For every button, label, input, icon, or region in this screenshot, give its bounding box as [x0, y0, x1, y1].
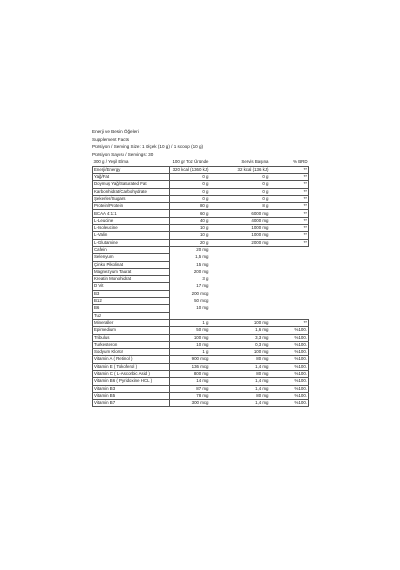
nutrient-name: Tribulus [93, 334, 170, 341]
per-serving-value [210, 290, 270, 297]
table-row [93, 181, 309, 188]
per-serving-value: 80 mg [210, 356, 270, 363]
per-serving-value: 32 kcal (136 kJ) [210, 166, 270, 173]
rdi-percent: ** [270, 181, 309, 188]
nutrient-name: Tuz [93, 312, 170, 319]
table-row [93, 232, 309, 239]
table-row [93, 305, 309, 312]
nutrient-name: Vitamin E ( Tokoferol ) [93, 363, 170, 370]
per-serving-value: 6000 mg [210, 210, 270, 217]
nutrient-name: L-Valin [93, 232, 170, 239]
per-serving-value [210, 312, 270, 319]
per-100g-value: 3 g [202, 276, 209, 282]
table-row [93, 239, 309, 246]
rdi-percent [270, 290, 309, 297]
per-100g-value: 900 mcg [170, 356, 210, 363]
rdi-percent: %100. [270, 400, 309, 407]
rdi-percent [270, 312, 309, 319]
per-serving-value: 1,4 mg [210, 378, 270, 385]
nutrient-name: Yağ/Fat [93, 173, 170, 180]
per-serving-value [210, 283, 270, 290]
per-100g-value: 17 mg [196, 283, 209, 289]
per-serving-value: 4000 mg [210, 217, 270, 224]
nutrient-name: Vitamin A ( Retinol ) [93, 356, 170, 363]
per-serving-value: 100 mg [210, 349, 270, 356]
rdi-percent: ** [270, 225, 309, 232]
rdi-percent: ** [270, 188, 309, 195]
rdi-percent: %100. [270, 327, 309, 334]
per-100g-value: 1,5 mg [195, 254, 209, 260]
nutrient-name: Selenyum [93, 254, 170, 261]
per-serving-value: 0 g [210, 195, 270, 202]
rdi-percent [270, 298, 309, 305]
per-100g-value: 10 g [170, 232, 210, 239]
supplement-facts-document [92, 128, 308, 407]
nutrient-name: Karbonhidrat/Carbohydrate [93, 188, 170, 195]
rdi-percent: ** [270, 195, 309, 202]
per-100g-value: 0 g [170, 195, 210, 202]
per-serving-value: 8 g [210, 203, 270, 210]
per-100g-value: 1 g [170, 319, 210, 326]
rdi-percent: ** [270, 210, 309, 217]
rdi-percent: ** [270, 203, 309, 210]
per-100g-value: 0 g [170, 181, 210, 188]
table-row [93, 319, 309, 326]
nutrient-name: Vitamin B7 [93, 400, 170, 407]
rdi-percent: %100. [270, 334, 309, 341]
per-serving-value: 80 mg [210, 392, 270, 399]
table-row [93, 385, 309, 392]
table-row [93, 312, 309, 319]
table-row [93, 363, 309, 370]
per-100g-value: 20 mg [196, 247, 209, 253]
table-row [93, 166, 309, 173]
rdi-percent [270, 246, 309, 253]
servings-count: Pürsiyon Sayısı / Servings: 30 [92, 151, 154, 157]
table-row [93, 327, 309, 334]
per-serving-value: 0,3 mg [210, 341, 270, 348]
rdi-percent: %100. [270, 349, 309, 356]
nutrition-table [92, 159, 309, 407]
table-row [93, 276, 309, 283]
rdi-percent [270, 305, 309, 312]
per-100g-value: 60 g [170, 210, 210, 217]
nutrient-name: Protein/Protein [93, 203, 170, 210]
table-row [93, 195, 309, 202]
table-row [93, 400, 309, 407]
per-serving-value: 1,4 mg [210, 400, 270, 407]
nutrient-name: Sodyum Klorür [93, 349, 170, 356]
table-row [93, 370, 309, 377]
per-serving-value: 100 mg [210, 319, 270, 326]
table-row [93, 210, 309, 217]
nutrient-name: Magnezyum Taurat [93, 268, 170, 275]
per-serving-value: 0 g [210, 181, 270, 188]
table-row [93, 378, 309, 385]
table-row [93, 268, 309, 275]
per-serving-value: 2000 mg [210, 239, 270, 246]
per-serving-value: 1,4 mg [210, 363, 270, 370]
nutrient-name: Vitamin B6 ( Pyridoxine HCL ) [93, 378, 170, 385]
per-serving-value: 1,6 mg [210, 327, 270, 334]
rdi-percent [270, 268, 309, 275]
nutrient-name: D Vit [93, 283, 170, 290]
per-serving-value: 0 g [210, 173, 270, 180]
per-serving-value: 1000 mg [210, 225, 270, 232]
rdi-percent: ** [270, 239, 309, 246]
rdi-percent: %100. [270, 385, 309, 392]
per-100g-value: 300 mcg [170, 400, 210, 407]
per-serving-value: 3,3 mg [210, 334, 270, 341]
rdi-percent: %100. [270, 392, 309, 399]
title-english: Supplement Facts [92, 136, 130, 142]
per-serving-value [210, 261, 270, 268]
table-row [93, 283, 309, 290]
rdi-percent [270, 261, 309, 268]
nutrient-name: Vitamin C ( L-Ascorbic Asid ) [93, 370, 170, 377]
nutrient-name: Kreatin Monohidrat [93, 276, 170, 283]
nutrient-name: Vitamin B5 [93, 392, 170, 399]
per-100g-value: 800 mg [170, 370, 210, 377]
rdi-percent: ** [270, 217, 309, 224]
column-header: % BRD [293, 159, 308, 165]
table-row [93, 290, 309, 297]
nutrient-name: B3 [93, 290, 170, 297]
per-serving-value [210, 305, 270, 312]
table-row [93, 188, 309, 195]
column-header: 100 gr Toz Üründe [172, 159, 209, 165]
per-100g-value: 50 mg [170, 327, 210, 334]
per-100g-value: 50 mcg [194, 298, 209, 304]
per-100g-value: 200 mg [193, 268, 209, 274]
table-row [93, 225, 309, 232]
per-100g-value: 14 mg [170, 378, 210, 385]
per-serving-value [210, 298, 270, 305]
per-100g-value: 1 g [170, 349, 210, 356]
column-header: Servis Başına [241, 159, 269, 165]
per-100g-value: 200 mcg [191, 290, 209, 296]
rdi-percent [270, 276, 309, 283]
per-100g-value: 100 mg [170, 334, 210, 341]
table-row [93, 254, 309, 261]
table-row [93, 392, 309, 399]
table-row [93, 203, 309, 210]
table-header-row [93, 159, 309, 166]
rdi-percent: ** [270, 232, 309, 239]
rdi-percent: %100. [270, 341, 309, 348]
per-100g-value: 320 kcal (1360 kJ) [170, 166, 210, 173]
rdi-percent: ** [270, 166, 309, 173]
table-row [93, 173, 309, 180]
nutrient-name: Enerji/Energy [93, 166, 170, 173]
nutrient-name: L-Leucine [93, 217, 170, 224]
per-100g-value: 0 g [170, 188, 210, 195]
per-100g-value: 15 mg [196, 261, 209, 267]
rdi-percent [270, 254, 309, 261]
per-100g-value: 10 g [170, 225, 210, 232]
per-serving-value: 0 g [210, 188, 270, 195]
per-100g-value: 78 mg [170, 392, 210, 399]
table-row [93, 261, 309, 268]
nutrient-name: B12 [93, 298, 170, 305]
per-serving-value [210, 246, 270, 253]
table-row [93, 356, 309, 363]
per-serving-value [210, 276, 270, 283]
table-row [93, 341, 309, 348]
nutrient-name: Çinko Pikolinat [93, 261, 170, 268]
per-serving-value [210, 268, 270, 275]
rdi-percent: ** [270, 319, 309, 326]
table-row [93, 217, 309, 224]
nutrient-name: B6 [93, 305, 170, 312]
rdi-percent [270, 283, 309, 290]
per-100g-value: 0 g [170, 173, 210, 180]
nutrient-name: L-Isoleucine [93, 225, 170, 232]
rdi-percent: %100. [270, 370, 309, 377]
per-serving-value: 80 mg [210, 370, 270, 377]
nutrient-name: L-Glutamine [93, 239, 170, 246]
nutrient-name: Doymuş Yağ/Saturated Fat [93, 181, 170, 188]
nutrient-name: Epimedium [93, 327, 170, 334]
nutrient-name: Cafein [93, 246, 170, 253]
per-100g-value: 10 mg [170, 341, 210, 348]
table-row [93, 334, 309, 341]
per-100g-value: 136 mcg [170, 363, 210, 370]
rdi-percent: %100. [270, 356, 309, 363]
rdi-percent: %100. [270, 378, 309, 385]
per-serving-value [210, 254, 270, 261]
per-100g-value: 87 mg [170, 385, 210, 392]
per-100g-value: 40 g [170, 217, 210, 224]
column-header: 300 g / Yeşil Elma [93, 159, 129, 165]
table-row [93, 298, 309, 305]
per-serving-value: 1,4 mg [210, 385, 270, 392]
nutrient-name: BCAA 4:1:1 [93, 210, 170, 217]
per-100g-value: 10 mg [196, 305, 209, 311]
nutrient-name: Turkesteron [93, 341, 170, 348]
nutrient-name: Mineraller [93, 319, 170, 326]
per-100g-value: 80 g [170, 203, 210, 210]
nutrient-name: Şekerler/Sugars [93, 195, 170, 202]
serving-size: Pürsiyon / Serving Size: 1 ölçek (10 g) / 1 scoop (10 g) [92, 144, 204, 150]
table-row [93, 349, 309, 356]
nutrient-name: Vitamin B3 [93, 385, 170, 392]
rdi-percent: ** [270, 173, 309, 180]
per-serving-value: 1000 mg [210, 232, 270, 239]
table-row [93, 246, 309, 253]
per-100g-value: 20 g [170, 239, 210, 246]
per-100g-value [170, 312, 210, 319]
rdi-percent: %100. [270, 363, 309, 370]
title-turkish: Enerji ve Besin Öğeleri [92, 129, 139, 134]
